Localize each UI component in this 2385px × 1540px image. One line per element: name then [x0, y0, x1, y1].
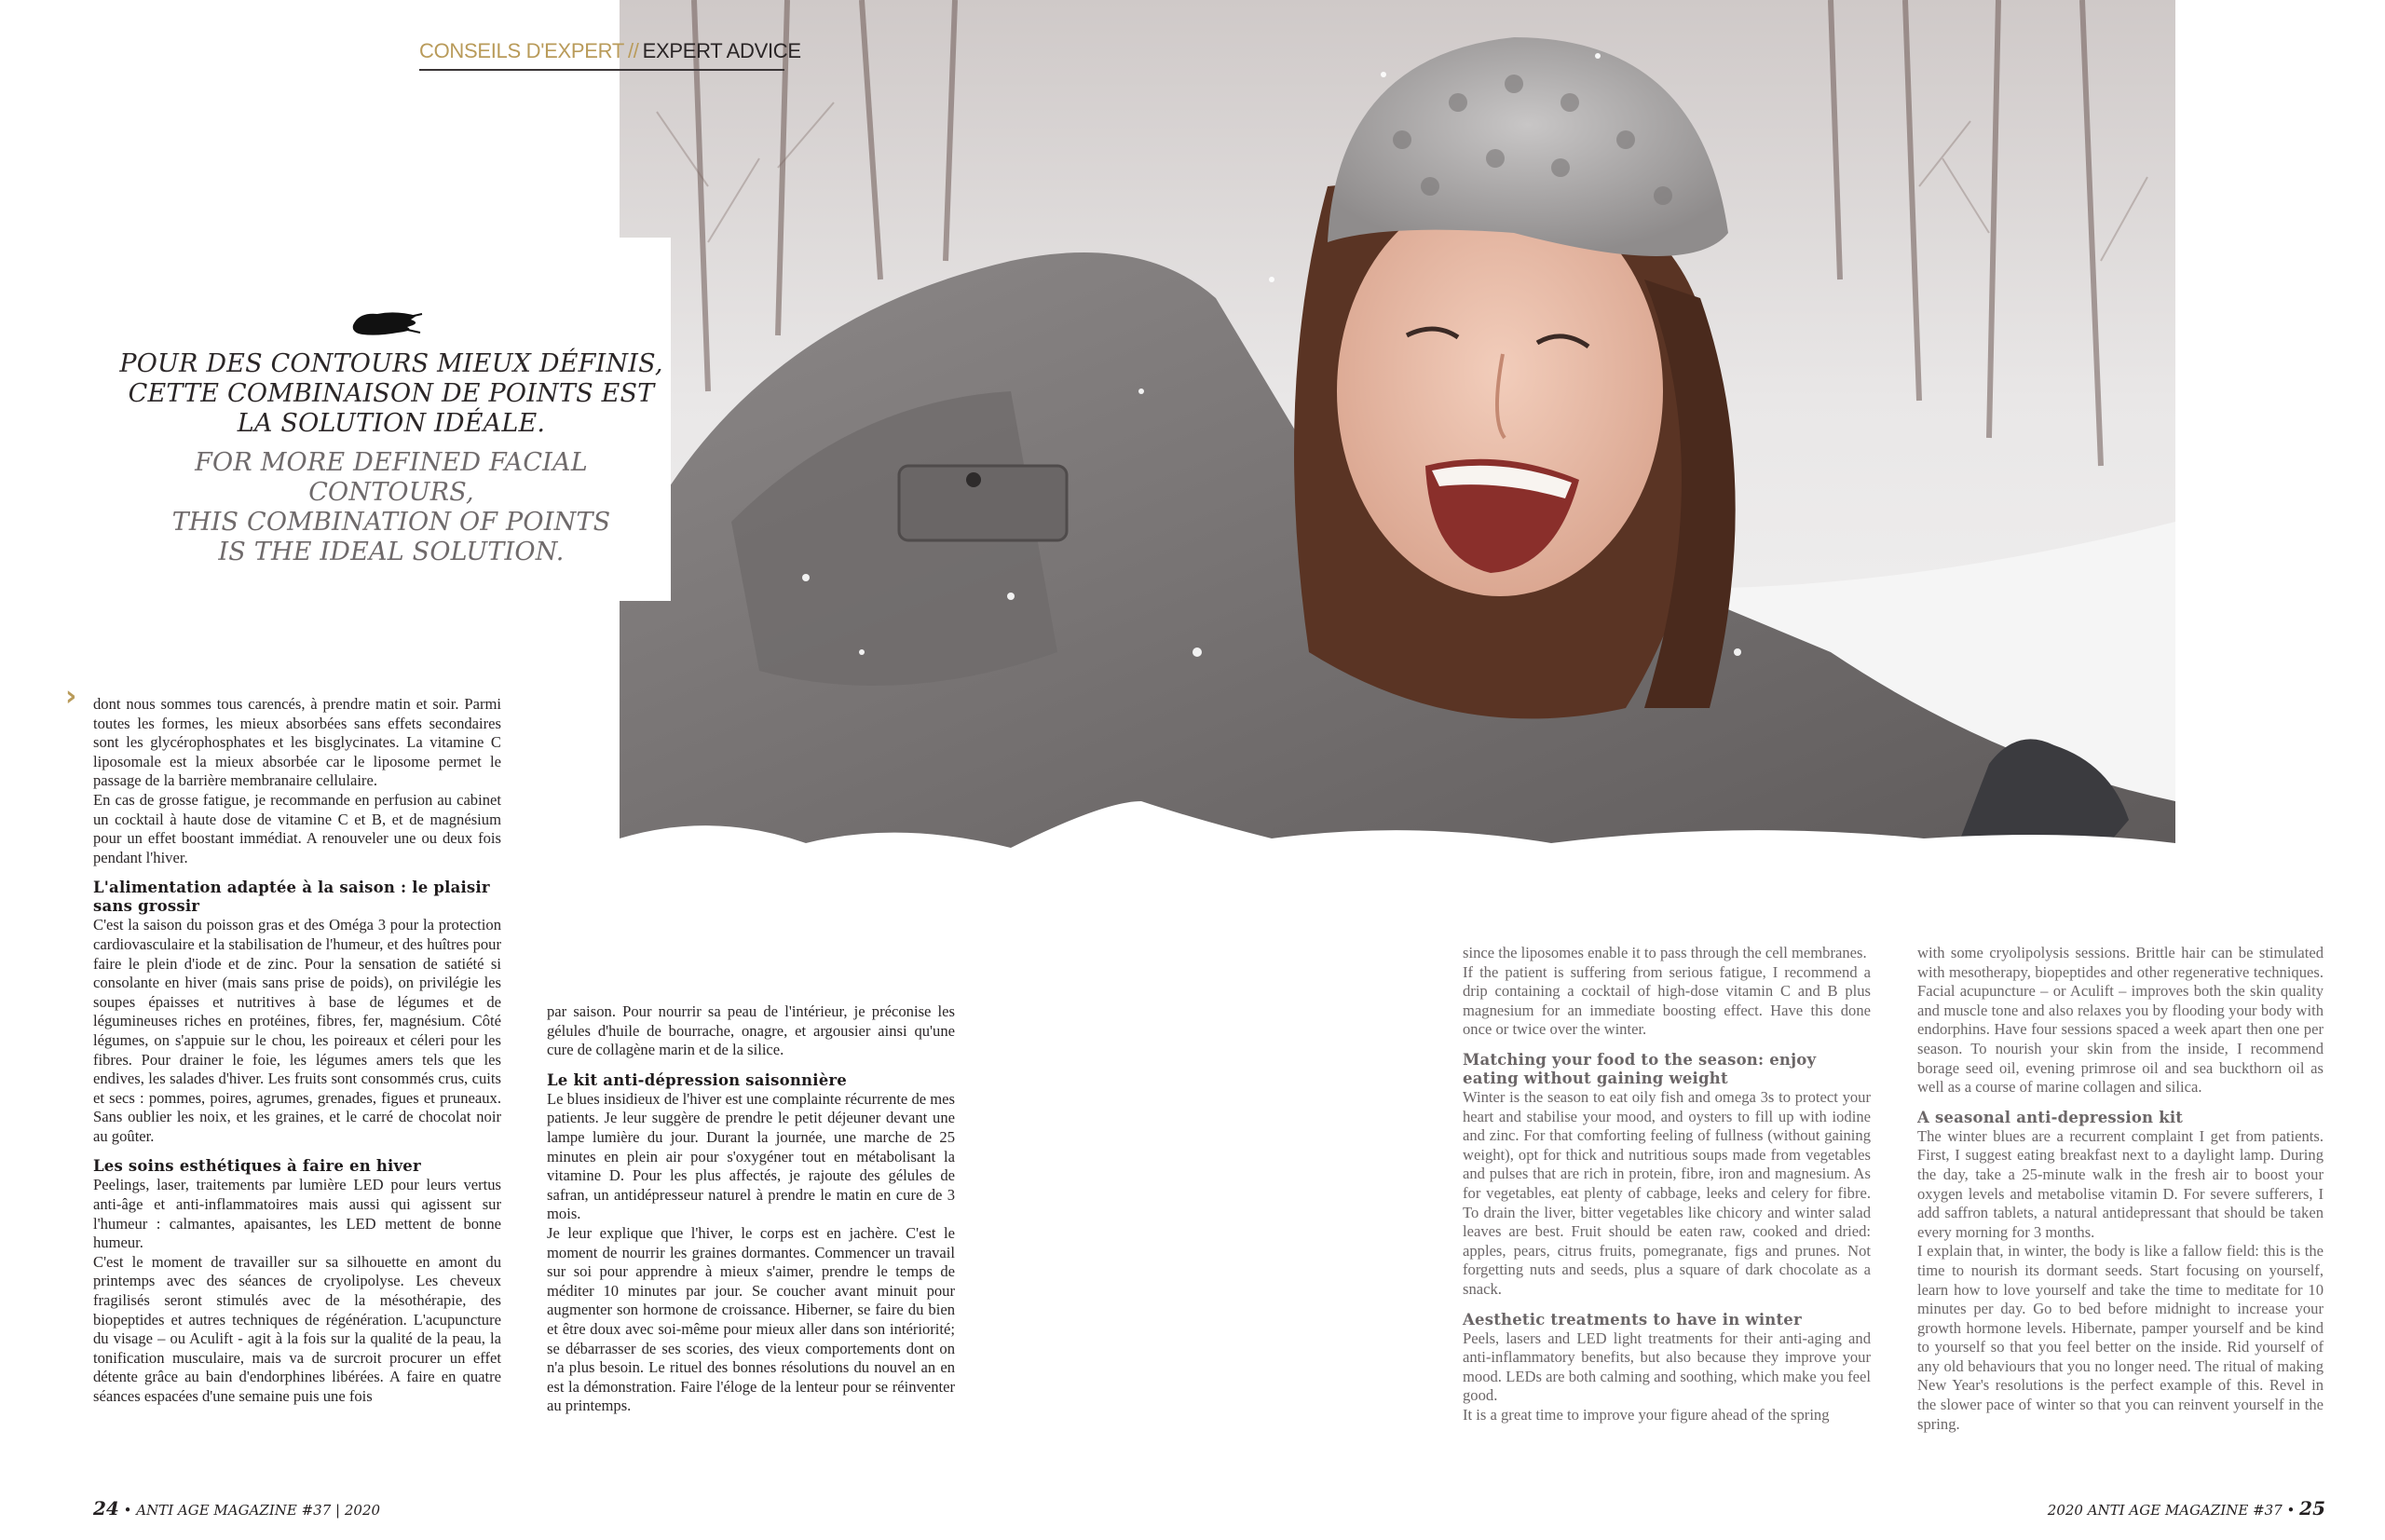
paragraph: dont nous sommes tous carencés, à prendre matin et soir. Parmi toutes les formes, les mieux absorbées sans effets secondaires sont les glycérophosphates et les bisglycinates. La vitamine C liposomale est la mieux absorbée car le liposome permet le passage de la barrière membranaire cellulaire. [93, 695, 501, 790]
paragraph: En cas de grosse fatigue, je recommande en perfusion au cabinet un cocktail à haute dose de vitamine C et B, et de magnésium pour un effet boostant immédiat. A renouveler une ou deux fois pendant l'hiver. [93, 790, 501, 866]
subheading: Matching your food to the season: enjoy eating without gaining weight [1463, 1050, 1817, 1087]
article-column-2 [547, 1002, 955, 1416]
article-column-1 [93, 695, 501, 1407]
paragraph: C'est la saison du poisson gras et des Oméga 3 pour la protection cardiovasculaire et la stabilisation de l'humeur, et des huîtres pour faire le plein d'iode et de zinc. Pour la sensation de satiété si consolante en hiver (mais sans prise de poids), on privilégie les soupes épaisses et nutritives à base de légumes et de légumineuses riches en protéines, fibres, fer, magnésium. Côté légumes, on s'appuie sur le chou, les poireaux et céleri pour les fibres. Pour drainer le foie, les légumes amers tels que les endives, les salades d'hiver. Les fruits sont consommés crus, cuits et secs : pommes, poires, agrumes, grenades, figues et pruneaux. Sans oublier les noix, et les graines, et le carré de chocolat noir au goûter. [93, 916, 501, 1145]
paragraph: Peels, lasers and LED light treatments for their anti-aging and anti-inflammatory benefits, but also because they improve your mood. LEDs are both calming and soothing, which make you feel good. [1463, 1329, 1871, 1405]
section-separator: // [627, 39, 639, 62]
paragraph: It is a great time to improve your figure ahead of the spring [1463, 1405, 1830, 1424]
subheading: A seasonal anti-depression kit [1917, 1108, 2184, 1126]
paragraph: C'est le moment de travailler sur sa silhouette en amont du printemps avec des séances de cryolipolyse. Les cheveux fragilisés seront stimulés avec de la mésothérapie, des biopeptides et autres techniques de régénération. L'acupuncture du visage – ou Aculift - agit à la fois sur la qualité de la peau, la tonification musculaire, mais va de surcroit procurer un effet détente grâce au bain d'endorphines libérées. A faire en quatre séances espacées d'une semaine puis une fois [93, 1252, 501, 1405]
paragraph: Le blues insidieux de l'hiver est une complainte récurrente de mes patients. Je leur suggère de prendre le petit déjeuner devant une lampe lumière du jour. Durant la journée, une marche de 25 minutes en plein air pour s'oxygéner tout en métabolisant la vitamine D. Pour les plus affectés, je rajoute des gélules de safran, un antidépresseur naturel à prendre le matin en cure de 3 mois. [547, 1089, 955, 1223]
quote-french: POUR DES CONTOURS MIEUX DÉFINIS, CETTE COMBINAISON DE POINTS EST LA SOLUTION IDÉALE. [119, 349, 663, 438]
quote-english: FOR MORE DEFINED FACIAL CONTOURS, THIS COMBINATION OF POINTS IS THE IDEAL SOLUTION. [171, 448, 611, 566]
folio-text: 2020 ANTI AGE MAGAZINE #37 • [2047, 1502, 2300, 1519]
article-column-4 [1917, 944, 2324, 1434]
paragraph: The winter blues are a recurrent complaint I get from patients. First, I suggest eating breakfast next to a daylight lamp. During the day, take a 25-minute walk in the fresh air to boost your oxygen levels and metabolise vitamin D. For severe sufferers, I add saffron tablets, a natural antidepressant that should be taken every morning for 3 months. [1917, 1126, 2324, 1241]
folio-left [93, 1497, 380, 1520]
chevron-right-icon: › [65, 680, 77, 713]
paragraph: Peelings, laser, traitements par lumière LED pour leurs vertus anti-âge et anti-inflammatoires mais aussi qui agissent sur l'humeur : calmantes, apaisantes, les LED mettent de bonne humeur. [93, 1176, 501, 1252]
hero-photo [620, 0, 2175, 885]
brush-stroke-icon [349, 305, 424, 342]
section-label-en: EXPERT ADVICE [642, 39, 801, 62]
paragraph: Je leur explique que l'hiver, le corps est en jachère. C'est le moment de nourrir les graines dormantes. Commencer un travail sur soi pour apprendre à mieux s'aimer, prendre le temps de méditer 10 minutes par jour. Se coucher avant minuit pour augmenter son hormone de croissance. Hiberner, se faire du bien et être doux avec soi-même pour mieux aller dans son intériorité; se débarrasser de ses scories, des vieux comportements dont on n'a plus besoin. Le rituel des bonnes résolutions du nouvel an en est la démonstration. Faire l'éloge de la lenteur pour se réinventer au printemps. [547, 1223, 955, 1415]
subheading: Aesthetic treatments to have in winter [1463, 1310, 1802, 1329]
section-header [419, 39, 801, 71]
pull-quote [112, 238, 671, 601]
paragraph: par saison. Pour nourrir sa peau de l'intérieur, je préconise les gélules d'huile de bourrache, onagre, et argousier ainsi qu'une cure de collagène marin et de la silice. [547, 1002, 955, 1059]
paragraph: I explain that, in winter, the body is like a fallow field: this is the time to nourish its dormant seeds. Start focusing on yourself, learn how to love yourself and take the time to meditate for 10 minutes per day. Go to bed before midnight to increase your growth hormone levels. Hibernate, pamper yourself and be kind to yourself so that you feel better on the inside. Rid yourself of any old behaviours that you no longer need. The ritual of making New Year's resolutions is the perfect example of this. Revel in the slower pace of winter so that you can reinvent yourself in the spring. [1917, 1242, 2324, 1433]
folio-right [2048, 1497, 2325, 1520]
paragraph: Winter is the season to eat oily fish and omega 3s to protect your heart and stabilise your mood, and oysters to fill up with iodine and zinc. For that comforting feeling of fullness (without gaining weight), opt for thick and nutritious soups made from vegetables and pulses that are rich in protein, fibre, iron and magnesium. As for vegetables, eat plenty of cabbage, leeks and celery for fibre. To drain the liver, bitter vegetables like chicory and winter salad leaves are best. Fruit should be eaten raw, cooked and dried: apples, pears, citrus fruits, pomegranate, figs and prunes. Not forgetting nuts and seeds, plus a square of dark chocolate as a snack. [1463, 1087, 1871, 1298]
paragraph: since the liposomes enable it to pass through the cell membranes. [1463, 944, 1867, 961]
paragraph: with some cryolipolysis sessions. Brittle hair can be stimulated with mesotherapy, biopeptides and other regenerative techniques. Facial acupuncture – or Aculift – improves both the skin quality and muscle tone and also relaxes you by flooding your body with endorphins. Have four sessions spaced a week apart then one per season. To nourish your skin from the inside, I recommend borage seed oil, evening primrose oil and sea buckthorn oil as well as a course of marine collagen and silica. [1917, 944, 2324, 1097]
page-number: 24 [93, 1497, 119, 1520]
subheading: L'alimentation adaptée à la saison : le plaisir sans grossir [93, 879, 490, 916]
folio-text: • ANTI AGE MAGAZINE #37 | 2020 [118, 1502, 381, 1519]
subheading: Les soins esthétiques à faire en hiver [93, 1157, 421, 1176]
page-number: 25 [2299, 1497, 2325, 1520]
section-label-fr: CONSEILS D'EXPERT [419, 39, 624, 62]
subheading: Le kit anti-dépression saisonnière [547, 1070, 847, 1089]
article-column-3 [1463, 944, 1871, 1424]
paragraph: If the patient is suffering from serious fatigue, I recommend a drip containing a cocktail of high-dose vitamin C and B plus magnesium for an immediate boosting effect. Have this done once or twice over the winter. [1463, 962, 1871, 1039]
